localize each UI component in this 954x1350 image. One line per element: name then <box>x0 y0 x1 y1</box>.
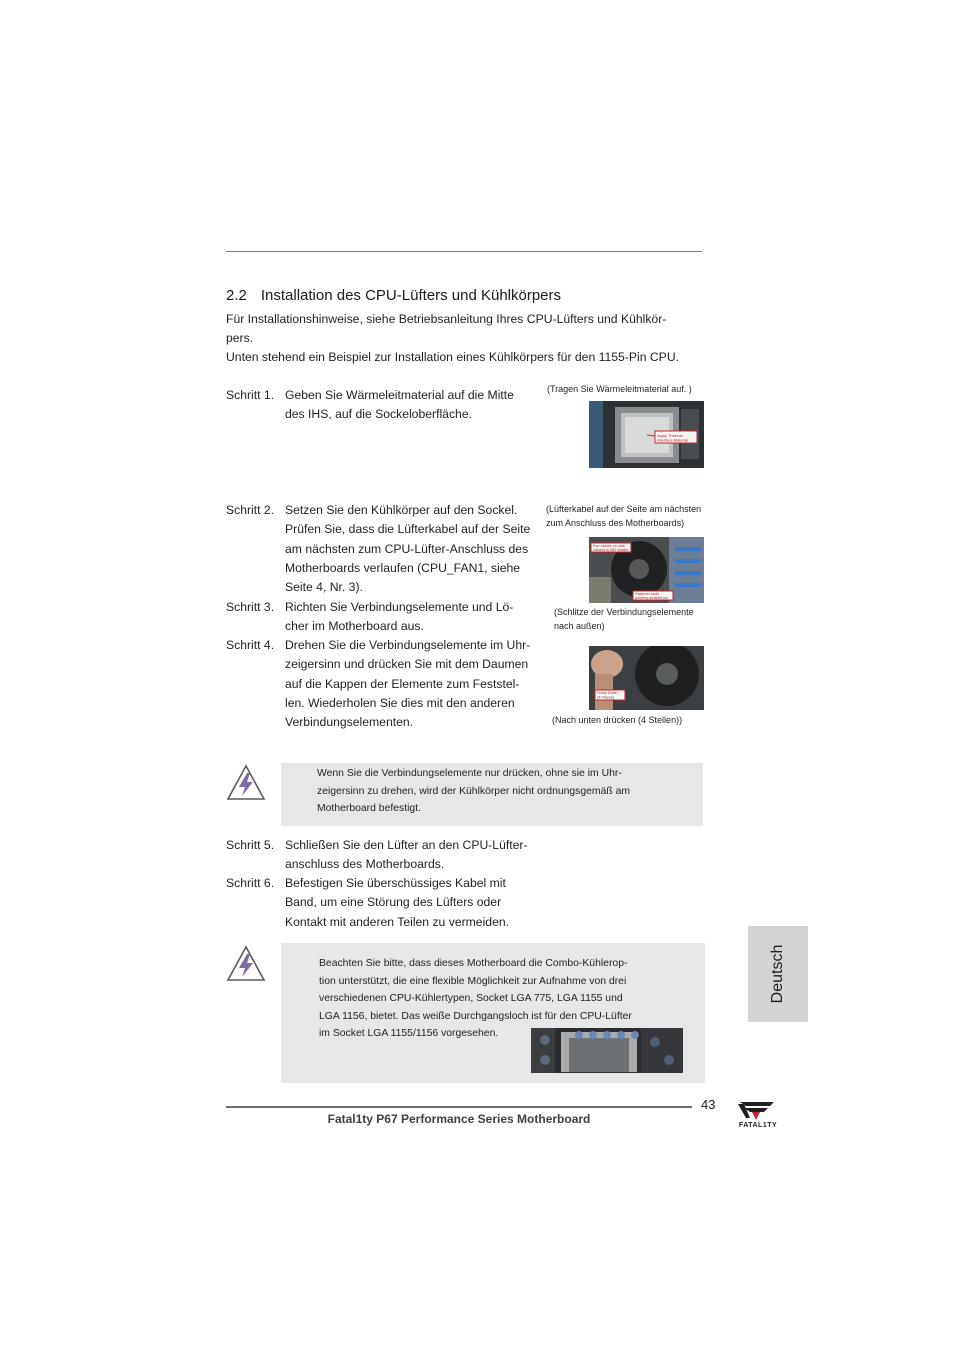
warning-icon <box>226 764 266 802</box>
warning-line: im Socket LGA 1155/1156 vorgesehen. <box>319 1028 499 1039</box>
step-label: Schritt 6. <box>226 876 275 890</box>
svg-text:(4 Places): (4 Places) <box>597 695 615 700</box>
caption-line: (Lüfterkabel auf der Seite am nächsten <box>546 504 702 514</box>
section-number: 2.2 <box>226 287 247 304</box>
step-line: Drehen Sie die Verbindungselemente im Uhr- <box>285 638 531 652</box>
svg-text:closest to MB header: closest to MB header <box>593 548 629 552</box>
fatal1ty-logo-icon: FATAL1TY <box>734 1100 782 1136</box>
step-line: anschluss des Motherboards. <box>285 857 445 872</box>
svg-text:Fan cables on side: Fan cables on side <box>593 544 625 548</box>
step-line: Motherboards verlaufen (CPU_FAN1, siehe <box>285 560 521 575</box>
intro-line: Für Installationshinweise, siehe Betriebsanleitung Ihres CPU-Lüfters und Kühlkör- <box>226 312 667 326</box>
caption-thermal: (Tragen Sie Wärmeleitmaterial auf. ) <box>547 384 692 394</box>
warning-line: verschiedenen CPU-Kühlertypen, Socket LGA 775, LGA 1155 und <box>319 993 623 1004</box>
step-line: len. Wiederholen Sie dies mit den anderen <box>285 695 515 710</box>
step-line: am nächsten zum CPU-Lüfter-Anschluss des <box>285 541 529 556</box>
step-line: Band, um eine Störung des Lüfters oder <box>285 895 502 910</box>
svg-text:Interface Material: Interface Material <box>657 437 688 443</box>
bottom-rule <box>226 1106 692 1108</box>
warning-box-fastener <box>281 763 703 826</box>
warning-icon <box>226 945 266 983</box>
photo-socket-holes <box>531 1028 683 1073</box>
svg-text:pointing straight out: pointing straight out <box>635 596 669 600</box>
warning-box-combo-cooler <box>281 943 705 1083</box>
photo-thermal-paste <box>589 401 704 468</box>
caption-fan-cable <box>546 502 701 530</box>
caption-press-down: (Nach unten drücken (4 Stellen)) <box>552 715 683 725</box>
caption-line: nach außen) <box>554 621 605 631</box>
step-label: Schritt 1. <box>226 388 275 402</box>
step-line: Setzen Sie den Kühlkörper auf den Sockel. <box>285 503 518 517</box>
warning-line: Wenn Sie die Verbindungselemente nur drücken, ohne sie im Uhr- <box>317 768 622 779</box>
warning-line: Motherboard befestigt. <box>317 803 421 814</box>
caption-line: (Schlitze der Verbindungselemente <box>554 607 694 617</box>
warning-line: zeigersinn zu drehen, wird der Kühlkörper nicht ordnungsgemäß am <box>317 785 631 797</box>
top-rule <box>226 251 702 252</box>
warning-line: Beachten Sie bitte, dass dieses Motherboard die Combo-Kühlerop- <box>319 958 628 969</box>
step-line: cher im Motherboard aus. <box>285 619 424 634</box>
section-heading <box>226 287 561 304</box>
step-line: Schließen Sie den Lüfter an den CPU-Lüfter- <box>285 838 528 852</box>
step-line: Kontakt mit anderen Teilen zu vermeiden. <box>285 914 510 929</box>
step-label: Schritt 5. <box>226 838 275 852</box>
step-label: Schritt 4. <box>226 638 275 652</box>
step-line: zeigersinn und drücken Sie mit dem Daumen <box>285 657 529 672</box>
language-tab-label: Deutsch <box>769 944 786 1004</box>
caption-line: zum Anschluss des Motherboards) <box>546 518 685 528</box>
step-line: Richten Sie Verbindungselemente und Lö- <box>285 600 514 614</box>
intro-text <box>226 310 704 367</box>
step-label: Schritt 3. <box>226 600 275 614</box>
page-number: 43 <box>701 1097 716 1112</box>
intro-line: pers. <box>226 331 254 345</box>
language-tab <box>748 926 808 1022</box>
footer-title: Fatal1ty P67 Performance Series Motherboard <box>327 1112 591 1126</box>
warning-line: tion unterstützt, die eine flexible Möglichkeit zur Aufnahme von drei <box>319 975 627 987</box>
step-line: des IHS, auf die Sockeloberfläche. <box>285 407 472 422</box>
svg-text:Fastener slots: Fastener slots <box>635 592 659 596</box>
step-line: Seite 4, Nr. 3). <box>285 580 363 595</box>
photo-press-down <box>589 646 704 710</box>
svg-text:Press Down: Press Down <box>597 691 618 695</box>
step-line: Befestigen Sie überschüssiges Kabel mit <box>285 876 506 890</box>
step-label: Schritt 2. <box>226 503 275 517</box>
warning-line: LGA 1156, bietet. Das weiße Durchgangsloch ist für den CPU-Lüfter <box>319 1010 632 1022</box>
step-line: Verbindungselementen. <box>285 715 414 730</box>
section-title: Installation des CPU-Lüfters und Kühlkörpers <box>260 287 562 304</box>
svg-text:Apply Thermal: Apply Thermal <box>657 433 683 438</box>
intro-line: Unten stehend ein Beispiel zur Installation eines Kühlkörpers für den 1155-Pin CPU. <box>226 350 680 364</box>
step-line: Geben Sie Wärmeleitmaterial auf die Mitte <box>285 388 514 402</box>
caption-fastener-slots <box>554 605 694 633</box>
step-line: Prüfen Sie, dass die Lüfterkabel auf der Seite <box>285 522 531 537</box>
photo-heatsink-placement <box>589 537 704 603</box>
step-line: auf die Kappen der Elemente zum Feststel- <box>285 676 520 691</box>
